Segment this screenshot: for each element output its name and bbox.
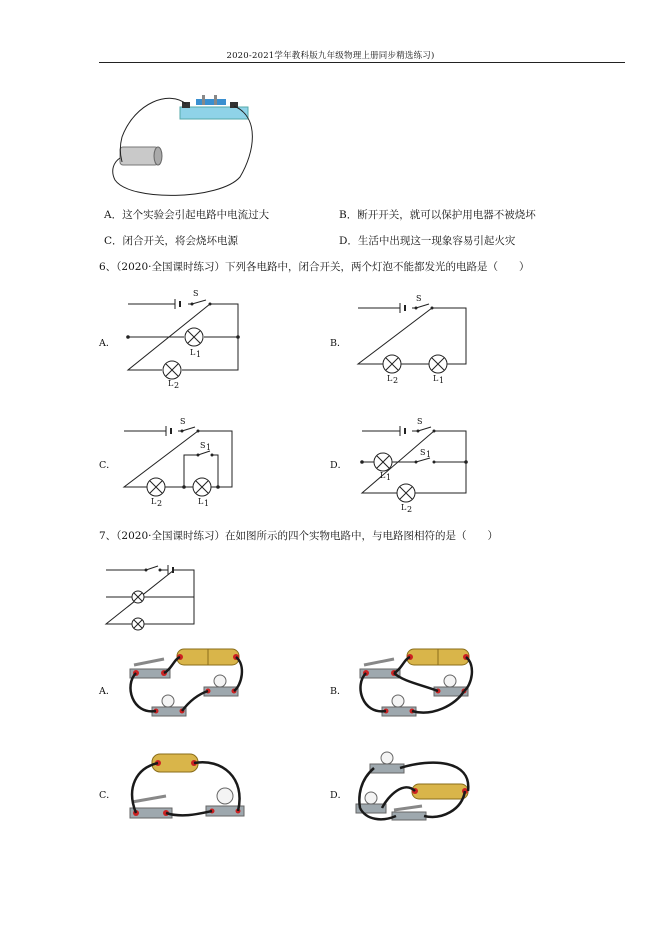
q6d-s1-sub: 1 <box>426 450 432 459</box>
q6c-s1: S <box>200 441 206 450</box>
q6a-l2: L <box>168 379 174 388</box>
q5-short-circuit-photo <box>110 92 260 202</box>
q5-option-d: D．生活中出现这一现象容易引起火灾 <box>339 235 516 247</box>
q6-circuit-b <box>354 292 474 387</box>
q7-stem: 7、（2020·全国课时练习）在如图所示的四个实物电路中，与电路图相符的是（ ） <box>99 530 498 542</box>
q6b-l2-sub: 2 <box>393 376 399 385</box>
q6-circuit-a <box>120 289 250 390</box>
q6a-l1: L <box>190 348 196 357</box>
q6c-l2: L <box>151 497 157 506</box>
q6-circuit-d <box>354 415 474 515</box>
page-header: 2020-2021学年教科版九年级物理上册同步精选练习) <box>226 51 435 61</box>
q7-reference-circuit <box>104 560 199 630</box>
q6d-s1: S <box>420 448 426 457</box>
q6b-s: S <box>416 294 422 303</box>
q6c-l1-sub: 1 <box>204 499 210 508</box>
q6d-l1: L <box>380 471 386 480</box>
q7-physical-circuit-a <box>122 645 247 725</box>
q6a-l1-sub: 1 <box>196 350 202 359</box>
q7-label-b: B． <box>330 686 347 697</box>
q6d-s: S <box>417 417 423 426</box>
q6-circuit-c <box>120 415 240 510</box>
q7-label-a: A． <box>99 686 116 697</box>
q6-label-c: C． <box>99 460 116 471</box>
q6d-l2-sub: 2 <box>407 505 413 514</box>
q6-label-b: B． <box>330 338 347 349</box>
q6b-l1-sub: 1 <box>439 376 445 385</box>
q6b-l1: L <box>433 374 439 383</box>
q6c-s1-sub: 1 <box>206 443 212 452</box>
q5-option-b: B．断开开关，就可以保护用电器不被烧坏 <box>339 209 536 221</box>
q6-label-d: D． <box>330 460 348 471</box>
q7-label-d: D． <box>330 790 348 801</box>
q7-physical-circuit-b <box>352 645 477 725</box>
q5-option-a: A．这个实验会引起电路中电流过大 <box>104 209 270 221</box>
q7-label-c: C． <box>99 790 116 801</box>
q7-physical-circuit-c <box>122 748 252 830</box>
q6d-l1-sub: 1 <box>386 473 392 482</box>
q6c-l2-sub: 2 <box>157 499 163 508</box>
q7-physical-circuit-d <box>352 750 477 832</box>
q6d-l2: L <box>401 503 407 512</box>
q6-stem: 6、（2020·全国课时练习）下列各电路中，闭合开关，两个灯泡不能都发光的电路是（ ） <box>99 261 530 273</box>
q6a-s: S <box>193 289 199 298</box>
q6a-l2-sub: 2 <box>174 381 180 390</box>
q6c-l1: L <box>198 497 204 506</box>
q6b-l2: L <box>387 374 393 383</box>
header-rule <box>99 62 625 63</box>
q5-option-c: C．闭合开关，将会烧坏电源 <box>104 235 239 247</box>
q6-label-a: A． <box>99 338 116 349</box>
q6c-s: S <box>180 417 186 426</box>
